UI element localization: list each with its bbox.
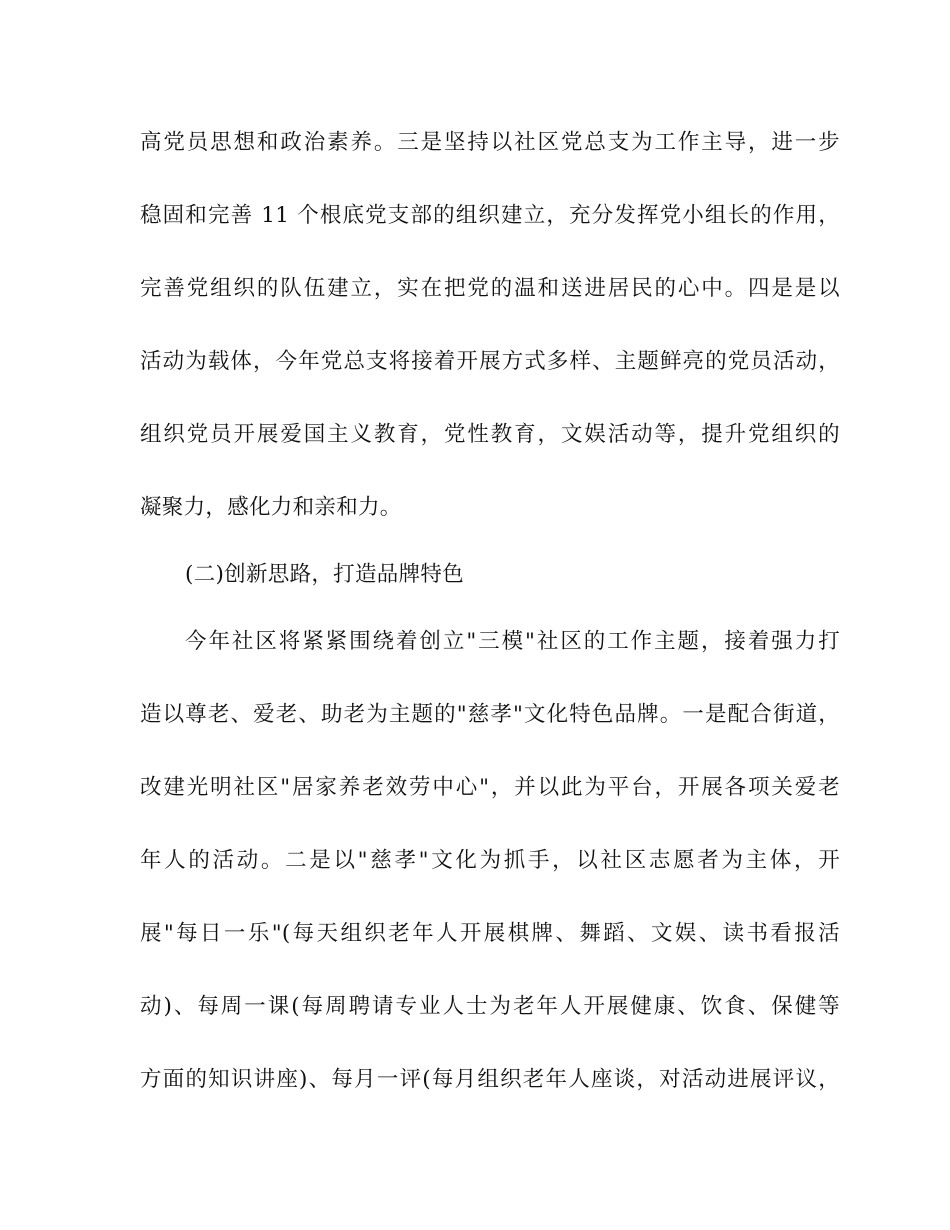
paragraph-line: 造以尊老、爱老、助老为主题的"慈孝"文化特色品牌。一是配合街道，	[140, 702, 840, 727]
paragraph-line: 完善党组织的队伍建立，实在把党的温和送进居民的心中。四是是以	[140, 276, 840, 301]
paragraph-line: 年人的活动。二是以"慈孝"文化为抓手，以社区志愿者为主体，开	[140, 848, 840, 873]
paragraph-line: 活动为载体，今年党总支将接着开展方式多样、主题鲜亮的党员活动，	[140, 349, 840, 374]
paragraph-line: 改建光明社区"居家养老效劳中心"，并以此为平台，开展各项关爱老	[140, 775, 840, 800]
paragraph-line: 稳固和完善 11 个根底党支部的组织建立，充分发挥党小组长的作用，	[140, 203, 840, 228]
paragraph-line: 展"每日一乐"(每天组织老年人开展棋牌、舞蹈、文娱、读书看报活	[140, 921, 840, 946]
paragraph-line: 方面的知识讲座)、每月一评(每月组织老年人座谈，对活动进展评议，	[140, 1067, 840, 1092]
paragraph-line: 组织党员开展爱国主义教育，党性教育，文娱活动等，提升党组织的	[140, 422, 840, 447]
paragraph-line: 今年社区将紧紧围绕着创立"三模"社区的工作主题，接着强力打	[185, 629, 840, 654]
section-heading: (二)创新思路，打造品牌特色	[185, 562, 464, 587]
paragraph-line: 高党员思想和政治素养。三是坚持以社区党总支为工作主导，进一步	[140, 130, 840, 155]
paragraph-line: 动)、每周一课(每周聘请专业人士为老年人开展健康、饮食、保健等	[140, 994, 840, 1019]
paragraph-line: 凝聚力，感化力和亲和力。	[140, 495, 402, 520]
